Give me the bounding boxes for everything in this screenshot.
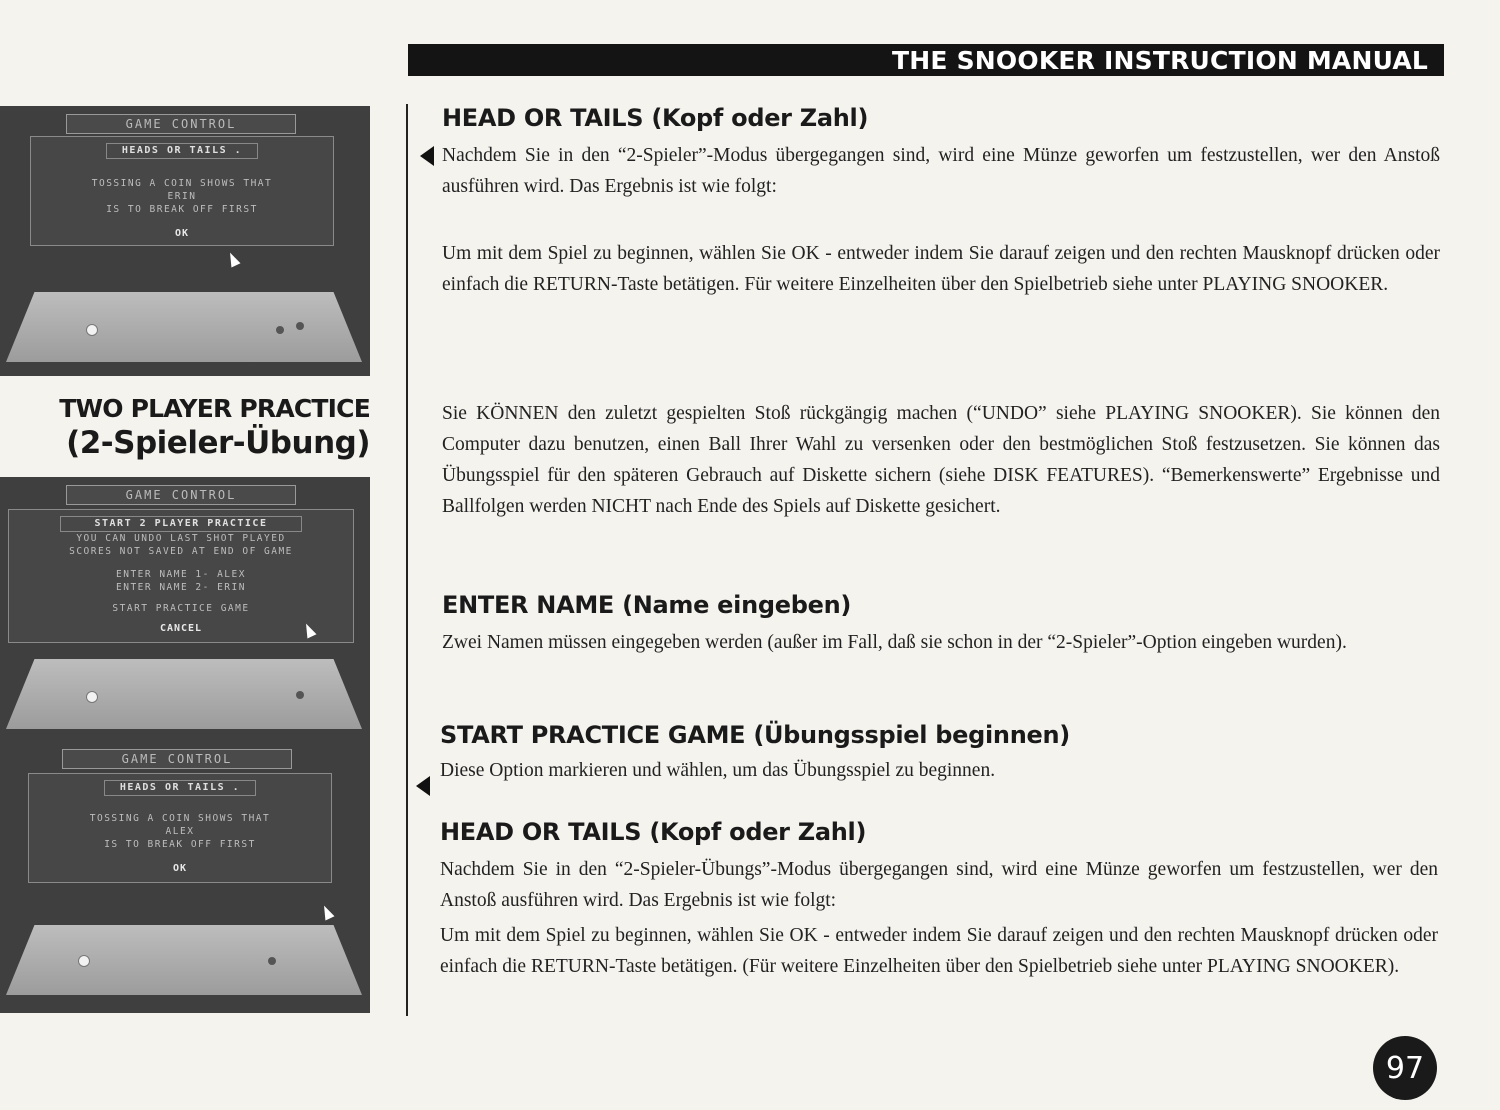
- dialog-line: IS TO BREAK OFF FIRST: [104, 839, 256, 850]
- dialog-line: TOSSING A COIN SHOWS THAT: [89, 813, 271, 824]
- game-control-title: GAME CONTROL: [66, 114, 296, 134]
- two-player-practice-title: [48, 394, 370, 461]
- column-divider: [406, 104, 408, 1016]
- paragraph: Diese Option markieren und wählen, um das Übungsspiel zu beginnen.: [440, 760, 996, 781]
- paragraph: Um mit dem Spiel zu beginnen, wählen Sie OK - entweder indem Sie darauf zeigen und den rechten Mausknopf drücken oder einfach die RETURN-Taste betätigen. Für weitere Einzelheiten über den Spielbetrieb siehe unter PLAYING SNOOKER.: [442, 243, 1440, 295]
- snooker-table: [6, 292, 362, 362]
- dialog-heading: HEADS OR TAILS .: [104, 780, 256, 796]
- cue-ball: [78, 955, 90, 967]
- heads-or-tails-dialog: [30, 136, 334, 246]
- dialog-line: IS TO BREAK OFF FIRST: [106, 204, 258, 215]
- cue-ball: [86, 324, 98, 336]
- snooker-table: [6, 925, 362, 995]
- dialog-heading: HEADS OR TAILS .: [106, 143, 258, 159]
- section-title: TWO PLAYER PRACTICE: [59, 394, 370, 423]
- section-subtitle: (2-Spieler-Übung): [66, 425, 370, 461]
- dialog-heading: START 2 PLAYER PRACTICE: [60, 516, 302, 532]
- red-balls: [296, 322, 304, 330]
- manual-title: THE SNOOKER INSTRUCTION MANUAL: [892, 45, 1428, 75]
- practice-dialog: [8, 509, 354, 643]
- ok-button[interactable]: OK: [172, 863, 188, 874]
- heads-or-tails-dialog: [28, 773, 332, 883]
- page-number: 97: [1373, 1036, 1437, 1100]
- red-balls: [276, 326, 284, 334]
- page-header-bar: [408, 44, 1444, 76]
- mouse-cursor-icon: [320, 904, 335, 921]
- enter-name-1-field[interactable]: ENTER NAME 1- ALEX: [116, 569, 246, 580]
- dialog-line: TOSSING A COIN SHOWS THAT: [91, 178, 273, 189]
- red-balls: [268, 957, 276, 965]
- section-heading-head-or-tails: HEAD OR TAILS (Kopf oder Zahl): [442, 104, 869, 132]
- mouse-cursor-icon: [226, 251, 241, 268]
- paragraph: Sie KÖNNEN den zuletzt gespielten Stoß rückgängig machen (“UNDO” siehe PLAYING SNOOKER). Sie können den Computer dazu benutzen, einen Ball Ihrer Wahl zu versenken oder den bestmöglichen Stoß festzusetzen. Sie können das Übungsspiel für den späteren Gebrauch auf Diskette sichern (siehe DISK FEATURES). “Bemerkenswerte” Ergebnisse und Ballfolgen werden NICHT nach Ende des Spiels auf Diskette gesichert.: [442, 403, 1440, 517]
- paragraph: Nachdem Sie in den “2-Spieler”-Modus übergegangen sind, wird eine Münze geworfen um festzustellen, wer den Anstoß ausführen wird. Das Ergebnis ist wie folgt:: [442, 145, 1440, 197]
- screenshot-two-player-practice: [0, 477, 370, 1013]
- cancel-button[interactable]: CANCEL: [159, 623, 203, 634]
- game-control-title: GAME CONTROL: [66, 485, 296, 505]
- dialog-line: SCORES NOT SAVED AT END OF GAME: [69, 546, 293, 557]
- enter-name-2-field[interactable]: ENTER NAME 2- ERIN: [116, 582, 246, 593]
- left-arrow-icon: [420, 146, 434, 166]
- screenshot-heads-or-tails-erin: [0, 106, 370, 376]
- section-heading-enter-name: ENTER NAME (Name eingeben): [442, 591, 852, 619]
- paragraph: Nachdem Sie in den “2-Spieler-Übungs”-Modus übergegangen sind, wird eine Münze geworfen um festzustellen, wer den Anstoß ausführen wird. Das Ergebnis ist wie folgt:: [440, 859, 1438, 911]
- snooker-table: [6, 659, 362, 729]
- ok-button[interactable]: OK: [174, 228, 190, 239]
- paragraph: Zwei Namen müssen eingegeben werden (außer im Fall, daß sie schon in der “2-Spieler”-Option eingeben wurden).: [442, 632, 1347, 653]
- dialog-line: ERIN: [167, 191, 197, 202]
- cue-ball: [86, 691, 98, 703]
- paragraph: Um mit dem Spiel zu beginnen, wählen Sie OK - entweder indem Sie darauf zeigen und den rechten Mausknopf drücken oder einfach die RETURN-Taste betätigen. (Für weitere Einzelheiten über den Spielbetrieb siehe unter PLAYING SNOOKER).: [440, 925, 1438, 977]
- section-heading-start-practice-game: START PRACTICE GAME (Übungsspiel beginnen): [440, 721, 1070, 749]
- left-arrow-icon: [416, 776, 430, 796]
- section-heading-head-or-tails: HEAD OR TAILS (Kopf oder Zahl): [440, 818, 867, 846]
- start-practice-game-button[interactable]: START PRACTICE GAME: [112, 603, 250, 614]
- game-control-title: GAME CONTROL: [62, 749, 292, 769]
- dialog-line: YOU CAN UNDO LAST SHOT PLAYED: [76, 533, 286, 544]
- red-balls: [296, 691, 304, 699]
- dialog-line: ALEX: [165, 826, 195, 837]
